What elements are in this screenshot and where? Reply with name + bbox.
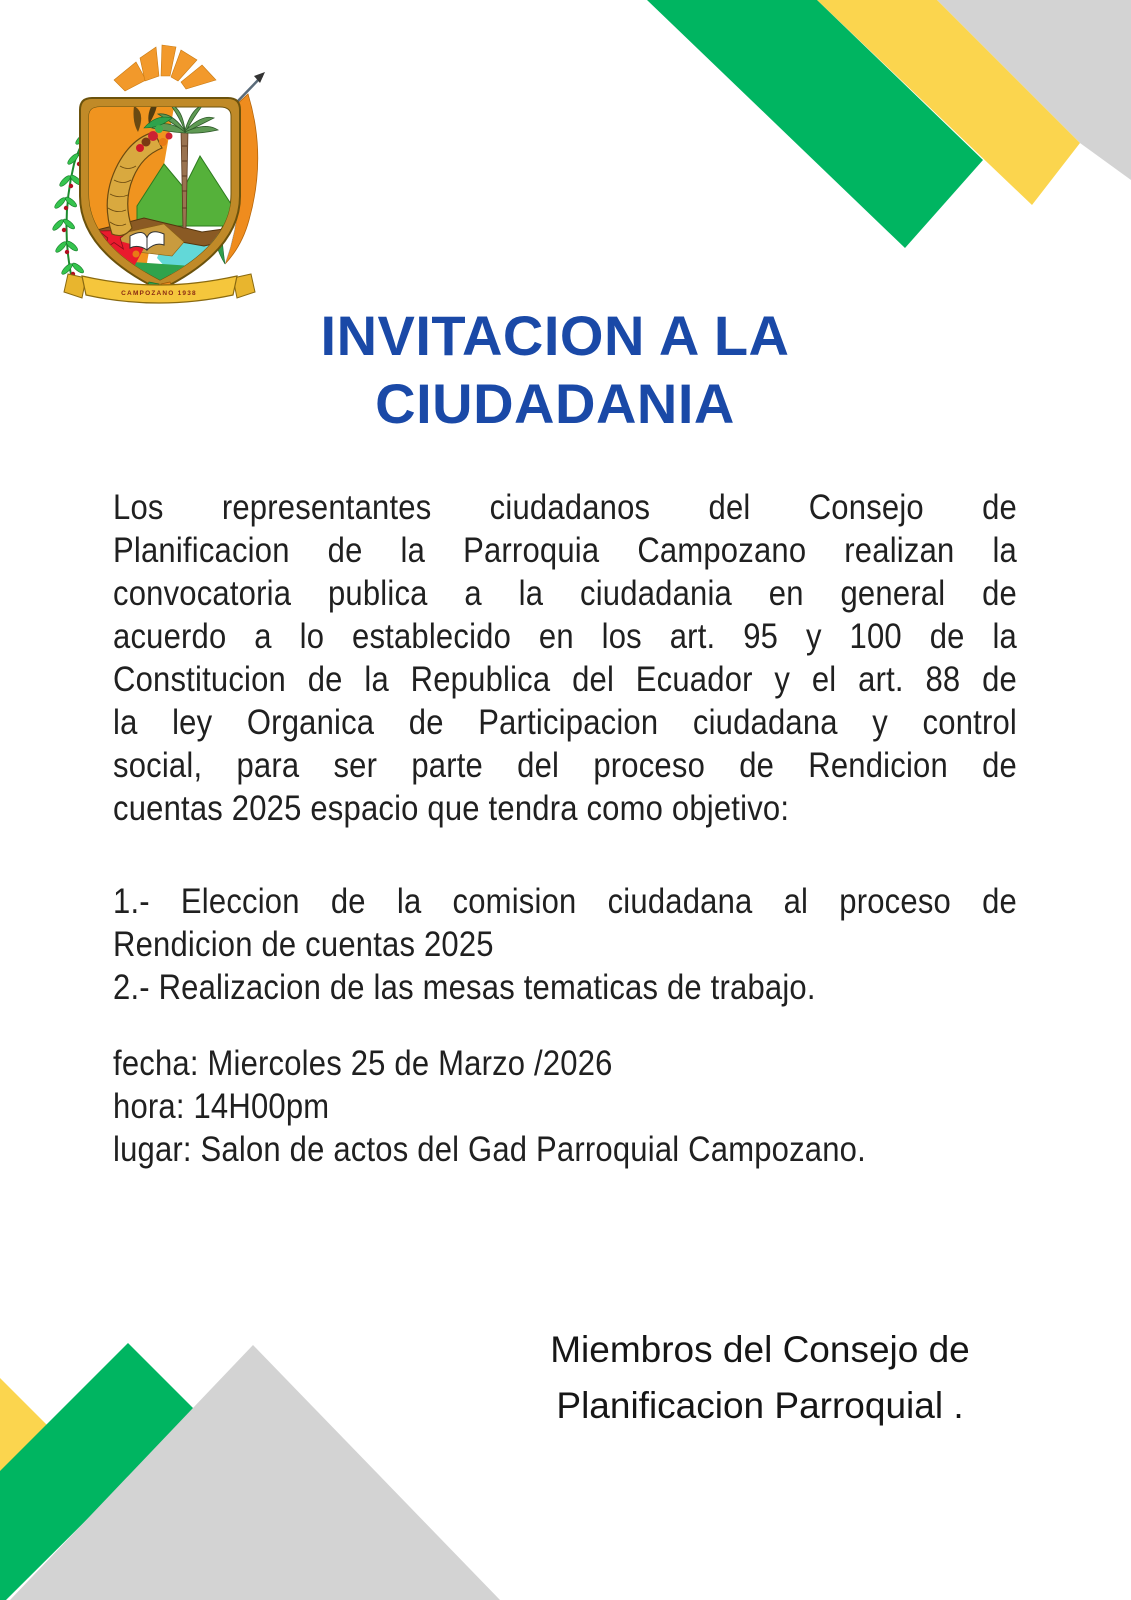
invitation-paragraph bbox=[113, 486, 1017, 830]
text-line: cuentas 2025 espacio que tendra como objetivo: bbox=[113, 788, 790, 828]
signature-line-2: Planificacion Parroquial . bbox=[556, 1385, 964, 1426]
text-line: la ley Organica de Participacion ciudadana y control bbox=[113, 702, 1017, 742]
page-title bbox=[103, 302, 1007, 438]
text-line: Los representantes ciudadanos del Consejo de bbox=[113, 487, 1017, 527]
signature bbox=[430, 1322, 1090, 1434]
text-line: Planificacion de la Parroquia Campozano realizan la bbox=[113, 530, 1017, 570]
crest-sun-rays bbox=[114, 45, 216, 91]
top-right-gray-stripe bbox=[937, 0, 1131, 180]
text-line: acuerdo a lo establecido en los art. 95 y 100 de la bbox=[113, 616, 1017, 656]
text-line: social, para ser parte del proceso de Rendicion de bbox=[113, 745, 1017, 785]
campozano-coat-of-arms bbox=[52, 36, 267, 308]
event-details bbox=[113, 1042, 1017, 1171]
top-right-yellow-stripe bbox=[817, 0, 1080, 205]
text-line: 2.- Realizacion de las mesas tematicas de trabajo. bbox=[113, 967, 816, 1007]
objectives-list bbox=[113, 880, 1017, 1009]
bottom-left-green-stripe bbox=[0, 1343, 196, 1600]
crest-banner-text: CAMPOZANO 1938 bbox=[121, 290, 197, 297]
text-line: convocatoria publica a la ciudadania en general de bbox=[113, 573, 1017, 613]
text-line: lugar: Salon de actos del Gad Parroquial Campozano. bbox=[113, 1129, 866, 1169]
bottom-left-yellow-stripe bbox=[0, 1378, 50, 1478]
top-right-green-stripe bbox=[647, 0, 983, 248]
text-line: fecha: Miercoles 25 de Marzo /2026 bbox=[113, 1043, 613, 1083]
text-line: hora: 14H00pm bbox=[113, 1086, 330, 1126]
signature-line-1: Miembros del Consejo de bbox=[550, 1329, 970, 1370]
bottom-left-gray-triangle bbox=[10, 1345, 500, 1600]
text-line: Rendicion de cuentas 2025 bbox=[113, 924, 494, 964]
text-line: 1.- Eleccion de la comision ciudadana al proceso de bbox=[113, 881, 1017, 921]
page-title-line-1: INVITACION A LA bbox=[320, 304, 790, 367]
page-title-line-2: CIUDADANIA bbox=[375, 372, 735, 435]
text-line: Constitucion de la Republica del Ecuador y el art. 88 de bbox=[113, 659, 1017, 699]
